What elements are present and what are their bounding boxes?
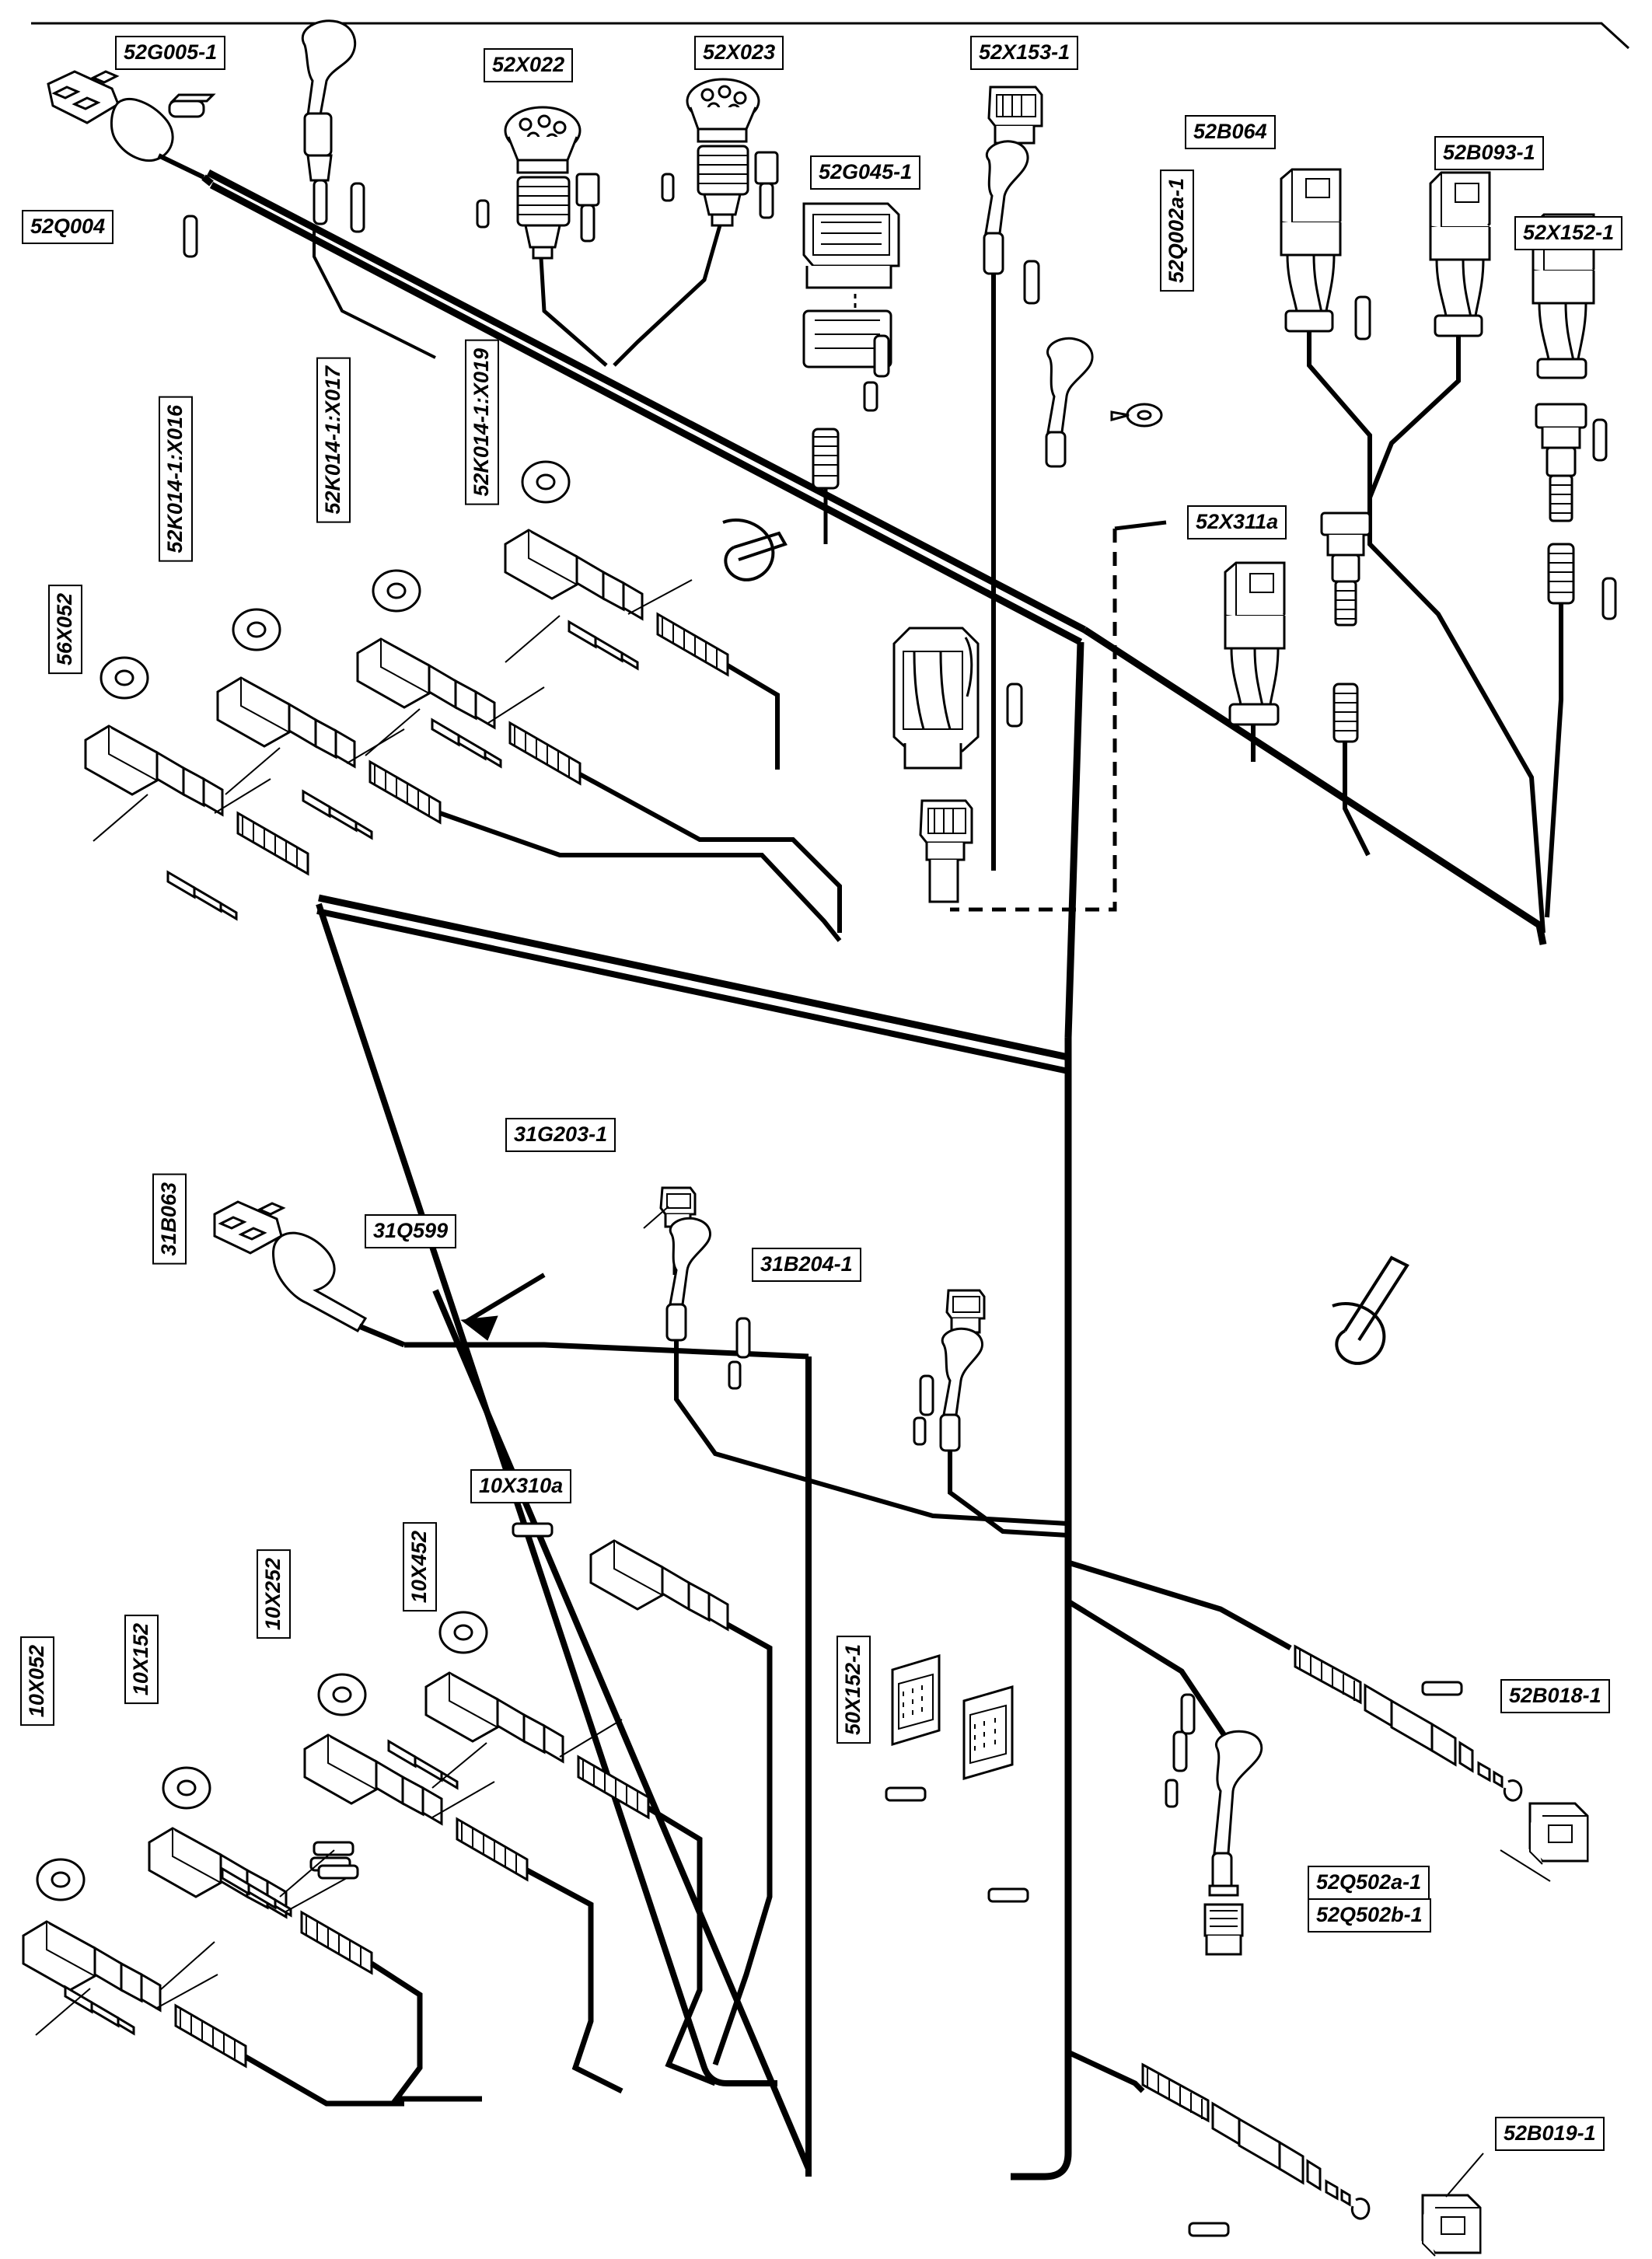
callout-52K014-1-X016: 52K014-1:X016 [159,396,193,562]
callout-52B093-1: 52B093-1 [1434,136,1544,170]
callout-10X310a: 10X310a [470,1469,571,1503]
callout-31B204-1: 31B204-1 [752,1248,861,1282]
callout-52X152-1: 52X152-1 [1514,216,1622,250]
callout-52X023: 52X023 [694,36,784,70]
callout-10X152: 10X152 [124,1615,159,1704]
callout-56X052: 56X052 [48,585,82,674]
callout-52G005-1: 52G005-1 [115,36,225,70]
callout-52B019-1: 52B019-1 [1495,2117,1605,2151]
callout-52X311a: 52X311a [1187,505,1287,539]
callout-50X152-1: 50X152-1 [836,1636,871,1744]
callout-10X452: 10X452 [403,1522,437,1611]
callout-10X052: 10X052 [20,1636,54,1726]
callout-52X153-1: 52X153-1 [970,36,1078,70]
callout-52G045-1: 52G045-1 [810,155,920,190]
callout-52B064: 52B064 [1185,115,1276,149]
callout-31Q599: 31Q599 [365,1214,456,1248]
callout-31G203-1: 31G203-1 [505,1118,616,1152]
callout-52Q502a-1: 52Q502a-1 [1308,1866,1430,1900]
callout-52B018-1: 52B018-1 [1500,1679,1610,1713]
callout-52K014-1-X017: 52K014-1:X017 [316,358,351,523]
callout-52X022: 52X022 [484,48,573,82]
callout-52Q502b-1: 52Q502b-1 [1308,1898,1431,1933]
callout-52Q002a-1: 52Q002a-1 [1160,169,1194,292]
callout-52Q004: 52Q004 [22,210,114,244]
callout-10X252: 10X252 [257,1549,291,1639]
callout-52K014-1-X019: 52K014-1:X019 [465,340,499,505]
callout-31B063: 31B063 [152,1174,187,1265]
